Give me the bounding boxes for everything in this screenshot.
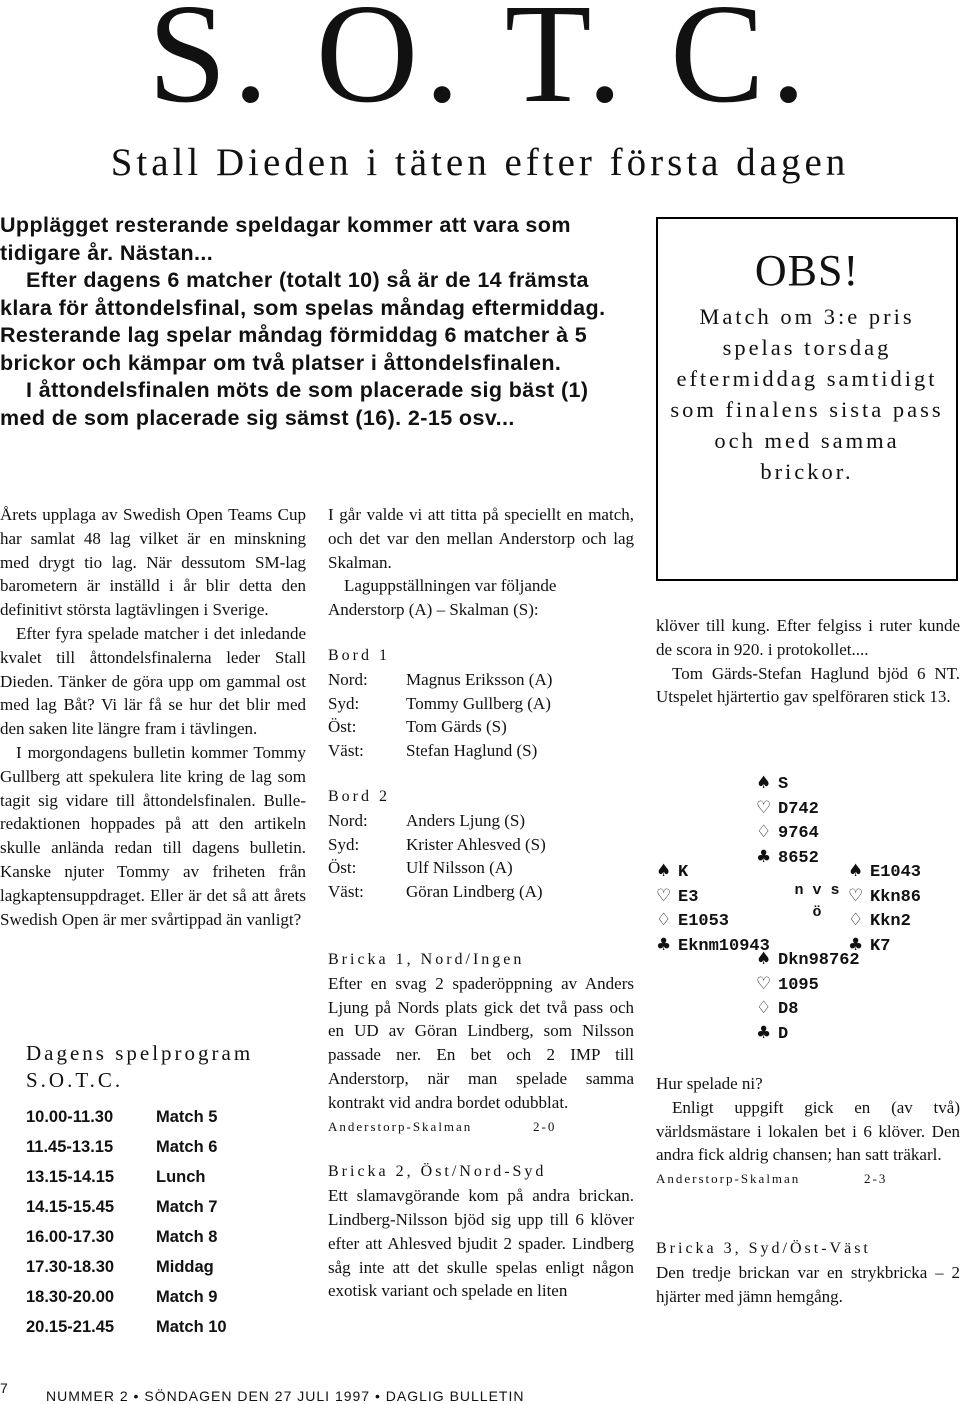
schedule-event: Match 7 (156, 1197, 218, 1216)
bricka3-title: Bricka 3, Syd/Öst-Väst (656, 1239, 871, 1257)
schedule-row (26, 1132, 286, 1162)
spade-icon: ♠ (756, 773, 772, 793)
hand-cards: Eknm10943 (678, 936, 770, 956)
hand-cards: Kkn86 (870, 887, 922, 907)
hand-cards: 8652 (778, 848, 819, 868)
hand-line (756, 1022, 860, 1047)
player-direction: Syd: (328, 834, 360, 854)
club-icon: ♣ (756, 1022, 772, 1043)
club-icon: ♣ (656, 934, 672, 955)
schedule-row (26, 1282, 286, 1312)
hand-cards: D (778, 1024, 789, 1044)
hand-line (756, 948, 860, 973)
col1-p2: Efter fyra spelade matcher i det inledande kvalet till åttondelsfinalerna leder Stall Dieden. Tänker de göra upp om gammal ost med lag Båt? Vi lär få se hur det blir med den saken lite längre fram i tävlingen. (0, 623, 306, 739)
diamond-icon: ♢ (848, 910, 864, 930)
hand-cards: 9764 (778, 824, 819, 843)
player-name: Anders Ljung (S) (406, 810, 525, 830)
player-direction: Väst: (328, 741, 364, 761)
hand-line (848, 909, 921, 934)
player-direction: Väst: (328, 882, 364, 902)
col3-p3: Hur spelade ni? (656, 1074, 763, 1093)
bord1-title: Bord 1 (328, 646, 390, 664)
hand-line (756, 772, 819, 797)
hand-cards: Kkn2 (870, 912, 911, 931)
schedule-time: 18.30-20.00 (26, 1287, 115, 1306)
compass: n v s ö (794, 882, 840, 921)
schedule-time: 14.15-15.45 (26, 1197, 115, 1216)
column-2 (328, 503, 634, 1303)
schedule-row (26, 1222, 286, 1252)
player-row (328, 668, 634, 692)
hand-line (656, 934, 770, 959)
hand-cards: Dkn98762 (778, 951, 860, 970)
player-row (328, 833, 634, 857)
col2-p2: Laguppställningen var följande Anderstorp (A) – Skalman (S): (328, 576, 557, 620)
player-row (328, 856, 634, 880)
diamond-icon: ♢ (656, 910, 672, 930)
hand-line (756, 973, 860, 998)
hand-line (756, 797, 819, 822)
lede (0, 212, 634, 432)
schedule-event: Middag (156, 1257, 214, 1276)
masthead: S. O. T. C. (147, 0, 813, 132)
schedule-time: 16.00-17.30 (26, 1227, 115, 1246)
heart-icon: ♡ (848, 885, 864, 906)
schedule-time: 10.00-11.30 (26, 1107, 114, 1126)
player-name: Göran Lindberg (A) (406, 882, 543, 902)
schedule-time: 11.45-13.15 (26, 1137, 114, 1156)
player-name: Krister Ahlesved (S) (406, 834, 546, 854)
footer-text: NUMMER 2 • SÖNDAGEN DEN 27 JULI 1997 • DAGLIG BULLETIN (46, 1388, 525, 1404)
hand-south (756, 948, 860, 1046)
col1-p1: Årets upplaga av Swedish Open Teams Cup har samlat 48 lag vilket är en minskning med drygt tio lag. När dessutom SM-lag barometern är inställd i år blir detta den definitivt största lagtävlingen i Sverige. (0, 505, 306, 620)
hand-cards: D8 (778, 1000, 799, 1019)
schedule-row (26, 1312, 286, 1342)
schedule-row (26, 1192, 286, 1222)
hand-cards: E1043 (870, 863, 922, 882)
bricka1-score (328, 1115, 634, 1139)
obs-box (656, 217, 958, 581)
hand-line (848, 885, 921, 910)
player-name: Tommy Gullberg (A) (406, 693, 551, 713)
hand-cards: E1053 (678, 912, 730, 931)
col3-p2: Tom Gärds-Stefan Haglund bjöd 6 NT. Utspelet hjärtertio gav spelföraren stick 13. (656, 663, 960, 707)
schedule (26, 1040, 286, 1342)
heart-icon: ♡ (656, 885, 672, 906)
schedule-event: Match 5 (156, 1107, 218, 1126)
heart-icon: ♡ (756, 973, 772, 994)
schedule-event: Match 10 (156, 1317, 227, 1336)
schedule-time: 17.30-18.30 (26, 1257, 115, 1276)
hand-line (656, 909, 770, 934)
schedule-time: 13.15-14.15 (26, 1167, 115, 1186)
heart-icon: ♡ (756, 797, 772, 818)
column-1 (0, 503, 306, 931)
hand-north (756, 772, 819, 870)
bricka2-title: Bricka 2, Öst/Nord-Syd (328, 1163, 547, 1181)
hand-cards: D742 (778, 799, 819, 819)
spade-icon: ♠ (756, 949, 772, 969)
schedule-row (26, 1162, 286, 1192)
hand-cards: E3 (678, 887, 699, 907)
schedule-row (26, 1252, 286, 1282)
player-name: Ulf Nilsson (A) (406, 858, 513, 878)
schedule-event: Lunch (156, 1167, 206, 1186)
hand-cards: K (678, 863, 689, 882)
schedule-title: Dagens spelprogram S.O.T.C. (26, 1041, 254, 1092)
column-3-top (656, 614, 960, 709)
hand-line (756, 997, 860, 1022)
hand-line (756, 821, 819, 846)
headline: Stall Dieden i täten efter första dagen (110, 141, 850, 184)
bricka1-score-label: Anderstorp-Skalman (328, 1118, 473, 1134)
spade-icon: ♠ (656, 861, 672, 881)
obs-title: OBS! (754, 246, 860, 295)
col3-score (656, 1167, 960, 1191)
player-row (328, 715, 634, 739)
schedule-time: 20.15-21.45 (26, 1317, 115, 1336)
col3-p1: klöver till kung. Efter felgiss i ruter kunde de scora in 920. i protokollet.... (656, 616, 960, 659)
schedule-event: Match 6 (156, 1137, 218, 1156)
bord2-list (328, 809, 634, 904)
schedule-rows (26, 1102, 286, 1342)
club-icon: ♣ (848, 934, 864, 955)
col2-p1: I går valde vi att titta på speciellt en match, och det var den mellan Anderstorp och lag Skalman. (328, 505, 634, 572)
bricka3-text: Den tredje brickan var en strykbricka – 2 hjärter med jämn hemgång. (656, 1262, 960, 1306)
player-direction: Öst: (328, 717, 357, 737)
lede-p2: Efter dagens 6 matcher (totalt 10) så är de 14 främsta klara för åttondelsfinal, som spelas måndag eftermiddag. Resterande lag spelar måndag förmiddag 6 matcher à 5 brickor och kämpar om två platser i åttondelsfinalen. (0, 268, 606, 375)
schedule-row (26, 1102, 286, 1132)
diamond-icon: ♢ (756, 822, 772, 842)
hand-cards: S (778, 775, 789, 794)
footer (0, 1380, 960, 1404)
diamond-icon: ♢ (756, 998, 772, 1018)
bricka1-title: Bricka 1, Nord/Ingen (328, 950, 525, 968)
bord2-title: Bord 2 (328, 787, 390, 805)
player-row (328, 809, 634, 833)
player-direction: Öst: (328, 858, 357, 878)
player-row (328, 692, 634, 716)
schedule-event: Match 9 (156, 1287, 218, 1306)
player-direction: Nord: (328, 669, 368, 689)
lede-p3: I åttondelsfinalen möts de som placerade sig bäst (1) med de som placerade sig sämst (16). 2-15 osv... (0, 378, 589, 430)
bricka1-score-value: 2-0 (533, 1118, 557, 1134)
bricka1-text: Efter en svag 2 spaderöppning av Anders Ljung på Nords plats gick det två pass och en UD av Göran Lindberg, som Nilsson passade ner. En bet och 2 IMP till Anderstorp, när man spelade samma kontrakt vid andra bordet odubblat. (328, 973, 634, 1112)
hand-line (848, 860, 921, 885)
player-direction: Syd: (328, 693, 360, 713)
col1-p3: I morgondagens bulletin kommer Tommy Gullberg att spekulera lite kring de lag som tagit sig vidare till åttondelsfinalen. Bulle-redaktionen hoppades på att den artikeln skulle anlända redan till dagens bulletin. Kanske njuter Tommy av friheten från lagkaptensuppdraget. Eller är det så att årets Swedish Open är mer svårtippad än vanligt? (0, 742, 306, 929)
player-direction: Nord: (328, 810, 368, 830)
col3-score-label: Anderstorp-Skalman (656, 1171, 801, 1187)
hand-line (656, 885, 770, 910)
hand-cards: K7 (870, 936, 891, 956)
hand-cards: 1095 (778, 975, 819, 995)
col3-score-value: 2-3 (864, 1171, 888, 1187)
bricka2-text: Ett slamavgörande kom på andra brickan. Lindberg-Nilsson bjöd sig upp till 6 klöver efter att Ahlesved bjudit 2 spader. Lindberg såg inte att det skulle spelas enligt någon exotisk variant och spelade en liten (328, 1186, 634, 1301)
hand-east (848, 860, 921, 958)
player-name: Tom Gärds (S) (406, 717, 507, 737)
obs-body: Match om 3:e pris spelas torsdag eftermiddag samtidigt som finalens sista pass och med samma brickor. (670, 304, 944, 484)
page-number: 7 (0, 1380, 8, 1396)
lede-p1: Upplägget resterande speldagar kommer att vara som tidigare år. Nästan... (0, 213, 571, 265)
player-row (328, 880, 634, 904)
hand-line (656, 860, 770, 885)
player-name: Magnus Eriksson (A) (406, 669, 553, 689)
club-icon: ♣ (756, 846, 772, 867)
col3-p4: Enligt uppgift gick en (av två) världsmästare i lokalen bet i 6 klöver. Den andra fick aldrig chansen; han satt träkarl. (656, 1097, 960, 1165)
column-3-bottom (656, 1072, 960, 1308)
spade-icon: ♠ (848, 861, 864, 881)
bord1-list (328, 668, 634, 763)
player-name: Stefan Haglund (S) (406, 741, 538, 761)
schedule-event: Match 8 (156, 1227, 218, 1246)
player-row (328, 739, 634, 763)
hand-west (656, 860, 770, 958)
